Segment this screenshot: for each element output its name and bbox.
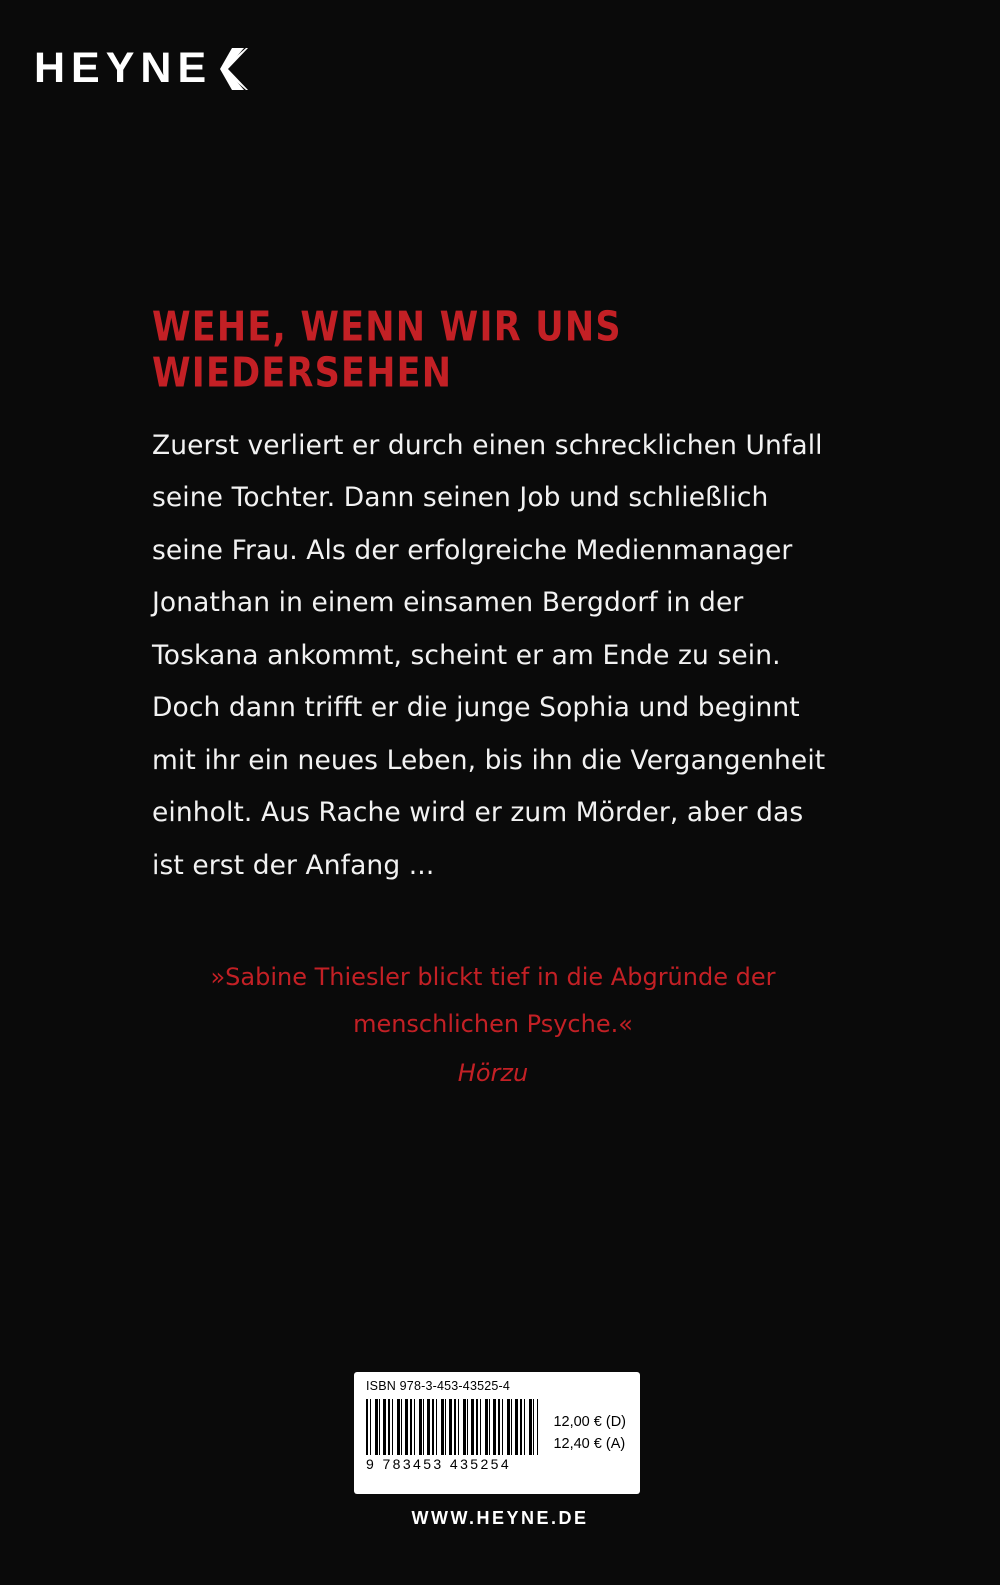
- press-quote-text: »Sabine Thiesler blickt tief in die Abgründe der menschlichen Psyche.«: [210, 963, 776, 1039]
- publisher-website: WWW.HEYNE.DE: [411, 1508, 589, 1528]
- barcode-graphic: [366, 1399, 538, 1472]
- blurb-body: Zuerst verliert er durch einen schrecklichen Unfall seine Tochter. Dann seinen Job und schließlich seine Frau. Als der erfolgreiche Medienmanager Jonathan in einem einsamen Bergdorf in der Toskana ankommt, scheint er am Ende zu sein. Doch dann trifft er die junge Sophia und beginnt mit ihr ein neues Leben, bis ihn die Vergangenheit einholt. Aus Rache wird er zum Mörder, aber das ist erst der Anfang ...: [152, 430, 826, 881]
- price-germany: 12,00 € (D): [553, 1414, 626, 1430]
- isbn-text: ISBN 978-3-453-43525-4: [366, 1379, 511, 1393]
- publisher-logo-text: HEYNE: [34, 44, 213, 92]
- price-list: [553, 1399, 630, 1456]
- press-quote-source: Hörzu: [457, 1058, 529, 1087]
- publisher-logo: [34, 44, 248, 92]
- barcode-bars: [366, 1399, 538, 1455]
- barcode-block: [354, 1372, 640, 1494]
- price-austria: 12,40 € (A): [553, 1436, 626, 1453]
- press-quote: [152, 954, 842, 1096]
- chevron-left-icon: [220, 48, 248, 90]
- blurb-title: WEHE, WENN WIR UNS WIEDERSEHEN: [152, 303, 622, 397]
- blurb-block: [152, 305, 842, 1097]
- barcode-digits: 9 783453 435254: [366, 1456, 511, 1472]
